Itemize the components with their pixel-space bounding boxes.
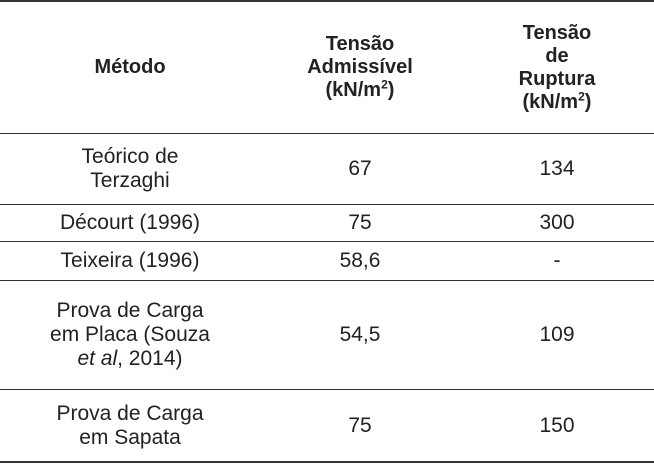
cell-rupture: 134 [539,157,575,180]
cell-admissible: 58,6 [339,249,381,272]
cell-method: Prova de Carga em Placa (Souza et al, 2014) [50,299,210,370]
cell-method: Teixeira (1996) [60,249,200,272]
cell-rupture: 109 [539,323,575,346]
cell-admissible: 67 [348,157,372,180]
header-method: Método [94,56,166,78]
cell-rupture: 300 [539,211,575,234]
cell-admissible: 75 [348,413,372,437]
cell-method: Prova de Carga em Sapata [56,401,204,449]
cell-admissible: 54,5 [339,323,381,346]
header-admissible-stress: Tensão Admissível $(kN/m^2)$ [307,33,413,101]
cell-method: Teórico de Terzaghi [81,145,179,192]
cell-admissible: 75 [348,211,372,234]
cell-rupture: 150 [539,413,575,437]
cell-rupture: - [553,249,561,272]
cell-method: Décourt (1996) [59,211,201,234]
header-rupture-stress: Tensão de Ruptura $(kN/m^2)$ [518,21,596,113]
bottom-rule [0,461,654,463]
